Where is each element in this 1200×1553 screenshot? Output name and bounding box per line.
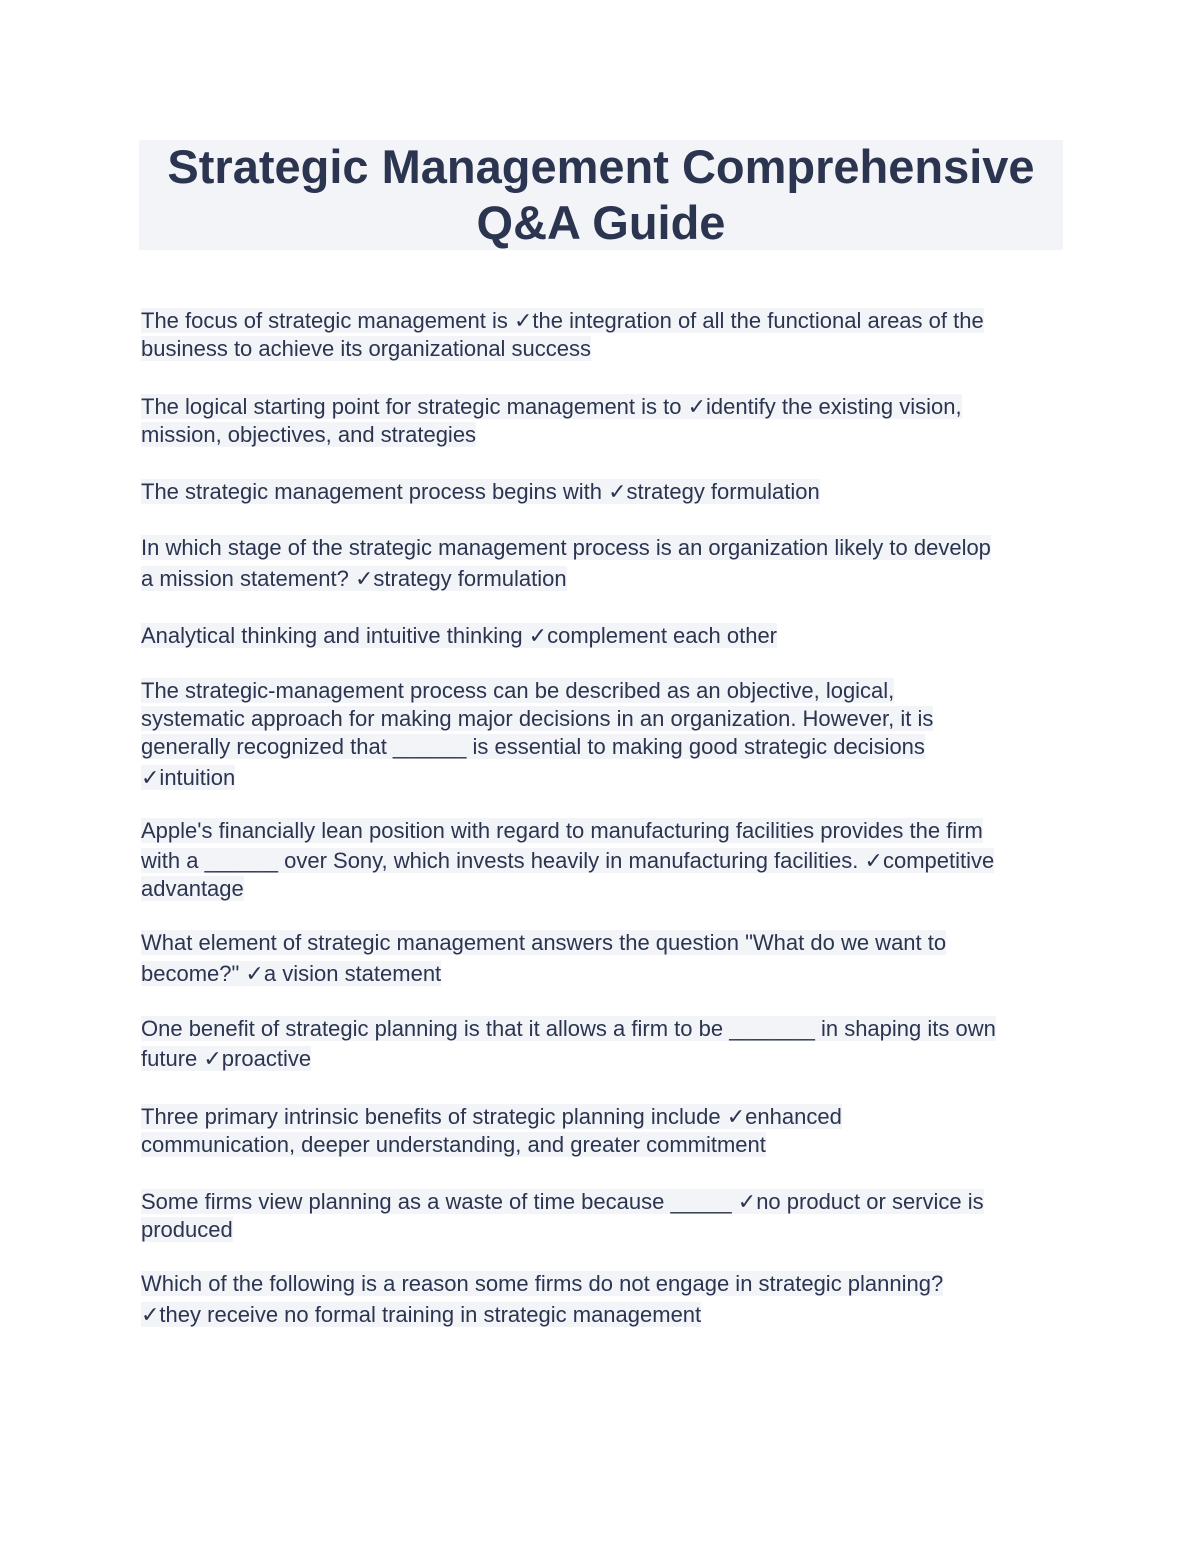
qa-item [141,677,933,792]
qa-line: ✓they receive no formal training in strategic management [141,1302,702,1327]
qa-line: communication, deeper understanding, and greater commitment [141,1132,766,1157]
qa-line: ✓intuition [141,765,236,790]
qa-item [141,307,984,363]
qa-item [141,534,991,593]
qa-line: produced [141,1217,233,1242]
qa-item [141,1270,943,1329]
qa-item [141,478,820,506]
qa-line: advantage [141,876,244,901]
qa-line: Some firms view planning as a waste of time because _____ ✓no product or service is [141,1189,984,1214]
qa-line: What element of strategic management answers the question "What do we want to [141,930,947,955]
page-title-line: Strategic Management Comprehensive [167,140,1035,193]
qa-line: business to achieve its organizational success [141,336,592,361]
qa-line: In which stage of the strategic management process is an organization likely to develop [141,535,991,560]
qa-item [141,1015,996,1073]
qa-item [141,393,962,449]
qa-line: The logical starting point for strategic management is to ✓identify the existing vision, [141,394,962,419]
qa-line: Analytical thinking and intuitive thinking ✓complement each other [141,623,778,648]
qa-line: mission, objectives, and strategies [141,422,477,447]
qa-line: a mission statement? ✓strategy formulation [141,566,567,591]
page-title [167,139,1034,251]
qa-line: The strategic management process begins with ✓strategy formulation [141,479,820,504]
qa-item [141,817,994,903]
qa-item [141,622,777,650]
qa-line: One benefit of strategic planning is that it allows a firm to be _______ in shaping its own [141,1016,996,1041]
qa-item [141,1188,984,1244]
qa-line: become?" ✓a vision statement [141,961,442,986]
qa-line: Which of the following is a reason some firms do not engage in strategic planning? [141,1271,944,1296]
qa-line: The strategic-management process can be described as an objective, logical, [141,678,895,703]
qa-line: systematic approach for making major decisions in an organization. However, it is [141,706,934,731]
qa-line: Three primary intrinsic benefits of strategic planning include ✓enhanced [141,1104,842,1129]
qa-line: future ✓proactive [141,1046,312,1071]
qa-line: Apple's financially lean position with regard to manufacturing facilities provides the firm [141,818,983,843]
qa-item [141,929,946,988]
title-box [139,140,1063,250]
qa-line: generally recognized that ______ is essential to making good strategic decisions [141,734,925,759]
qa-item [141,1103,842,1159]
qa-line: with a ______ over Sony, which invests heavily in manufacturing facilities. ✓competitive [141,848,995,873]
page-title-line: Q&A Guide [476,196,726,249]
qa-line: The focus of strategic management is ✓the integration of all the functional areas of the [141,308,984,333]
